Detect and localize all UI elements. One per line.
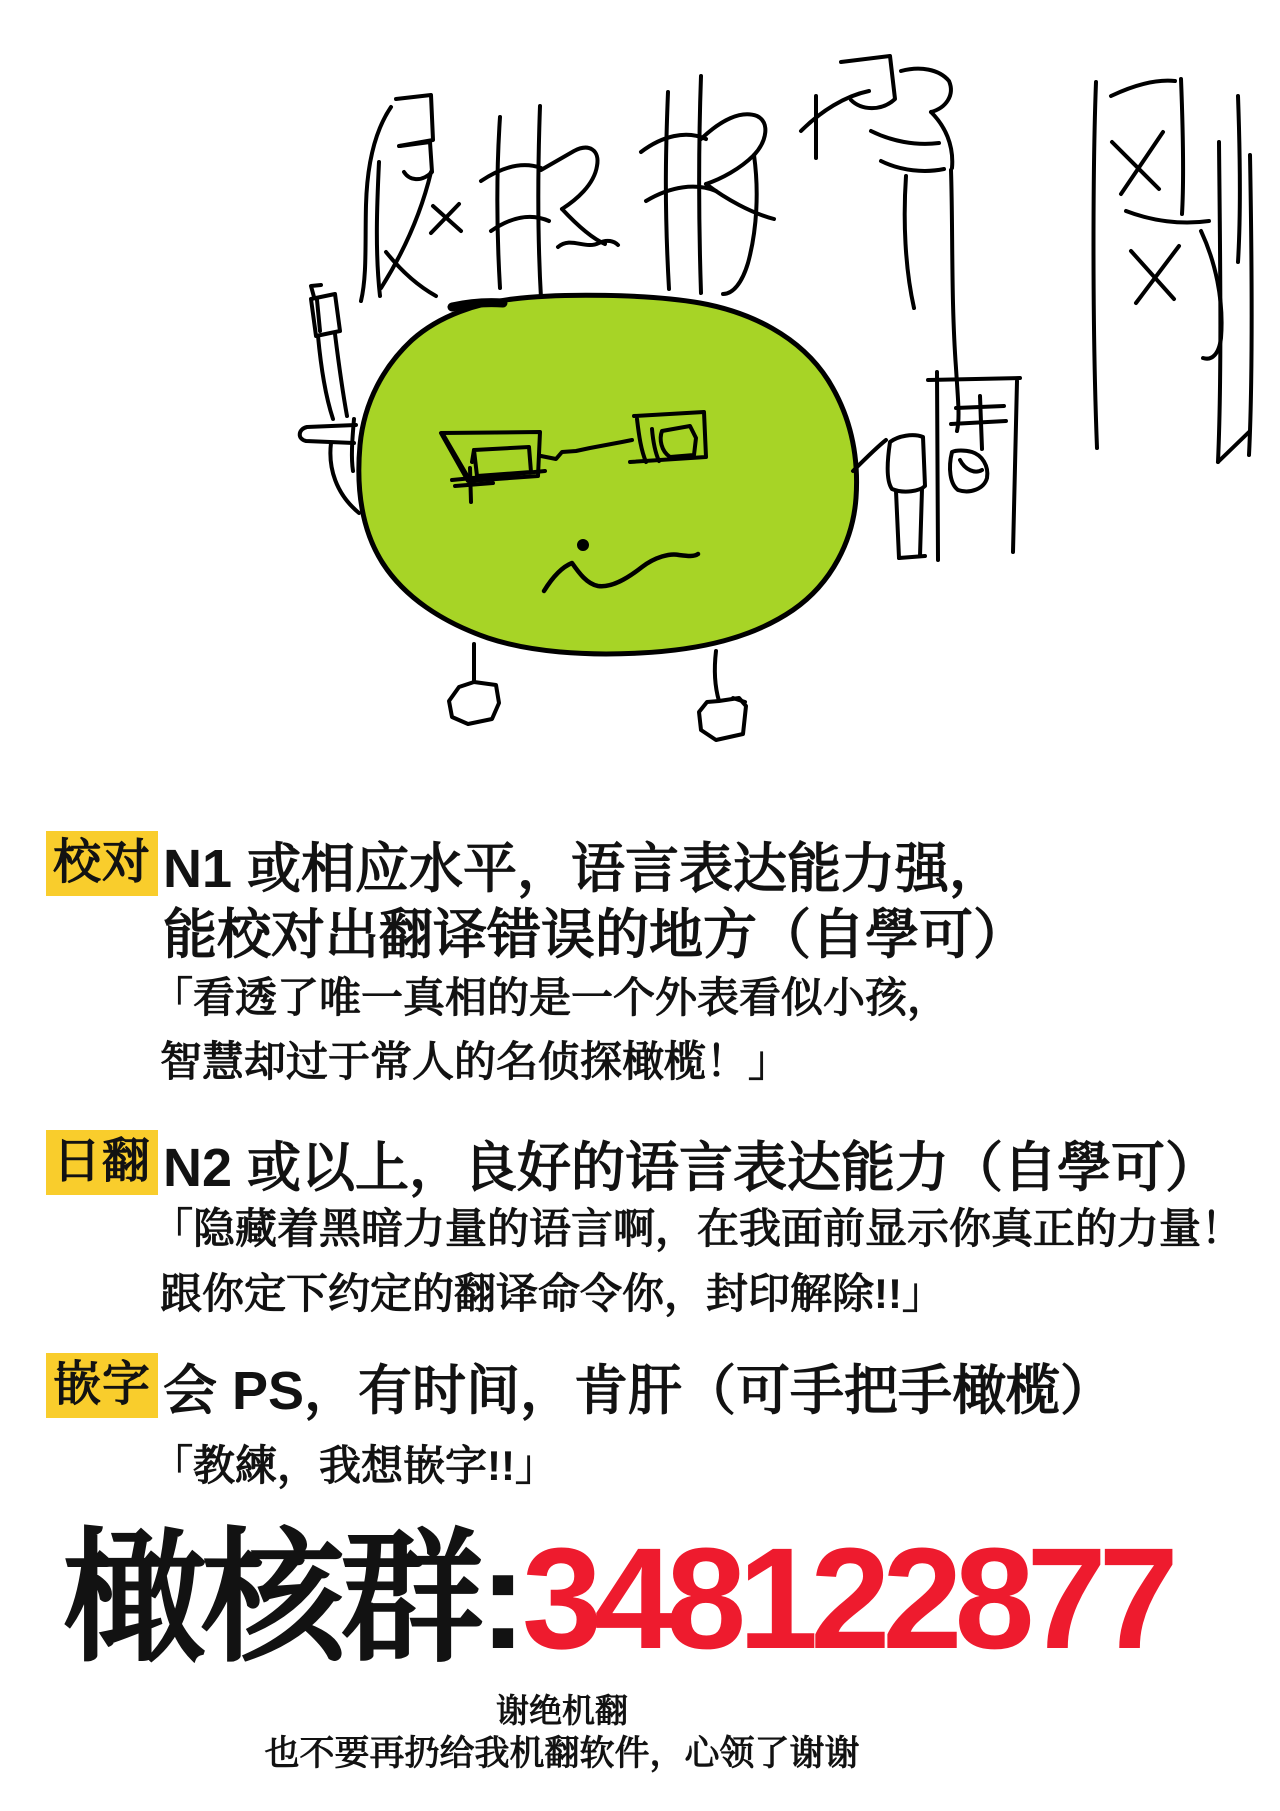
no-machine-translation-note2: 也不要再扔给我机翻软件，心领了谢谢 <box>264 1734 860 1774</box>
olive-body-shape <box>359 295 857 654</box>
mascot-left-foot <box>449 682 499 724</box>
doodle-drawing <box>0 0 1280 790</box>
mascot-right-arm <box>853 435 925 491</box>
proofread-requirement-line2: 能校对出翻译错误的地方（自學可） <box>163 905 1027 965</box>
role-tag-proofread <box>46 831 158 896</box>
mascot-legs <box>449 644 746 740</box>
group-number: 348122877 <box>521 1518 1171 1679</box>
role-tag-typeset <box>46 1353 158 1418</box>
proofread-quote-line2: 智慧却过于常人的名侦探橄榄！」 <box>160 1038 791 1085</box>
mascot-right-foot <box>699 698 746 740</box>
typeset-quote-line1: 「教練，我想嵌字!!」 <box>151 1442 557 1489</box>
typeset-requirement-line1: 会 PS，有时间，肯肝（可手把手橄榄） <box>163 1361 1115 1421</box>
translate-quote-line1: 「隐藏着黑暗力量的语言啊，在我面前显示你真正的力量！ <box>151 1205 1244 1252</box>
role-tag-proofread-label: 校对 <box>46 831 158 896</box>
role-tag-translate-label: 日翻 <box>46 1130 158 1195</box>
role-tag-translate <box>46 1130 158 1195</box>
translate-quote-line2: 跟你定下约定的翻译命令你，封印解除!!」 <box>160 1270 944 1317</box>
olive-mascot-body <box>359 295 857 654</box>
proofread-quote-line1: 「看透了唯一真相的是一个外表看似小孩， <box>151 974 950 1021</box>
role-tag-typeset-label: 嵌字 <box>46 1353 158 1418</box>
mascot-nose-dot <box>579 541 587 549</box>
no-machine-translation-note: 谢绝机翻 <box>496 1692 628 1729</box>
footer-notes <box>0 1690 1124 1777</box>
group-number-line <box>62 1518 1171 1679</box>
group-label: 橄核群: <box>62 1518 522 1679</box>
proofread-requirement-line1: N1 或相应水平，语言表达能力强， <box>163 839 1004 899</box>
mascot-left-arm <box>300 285 359 513</box>
translate-requirement-line1: N2 或以上，良好的语言表达能力（自學可） <box>163 1138 1220 1198</box>
